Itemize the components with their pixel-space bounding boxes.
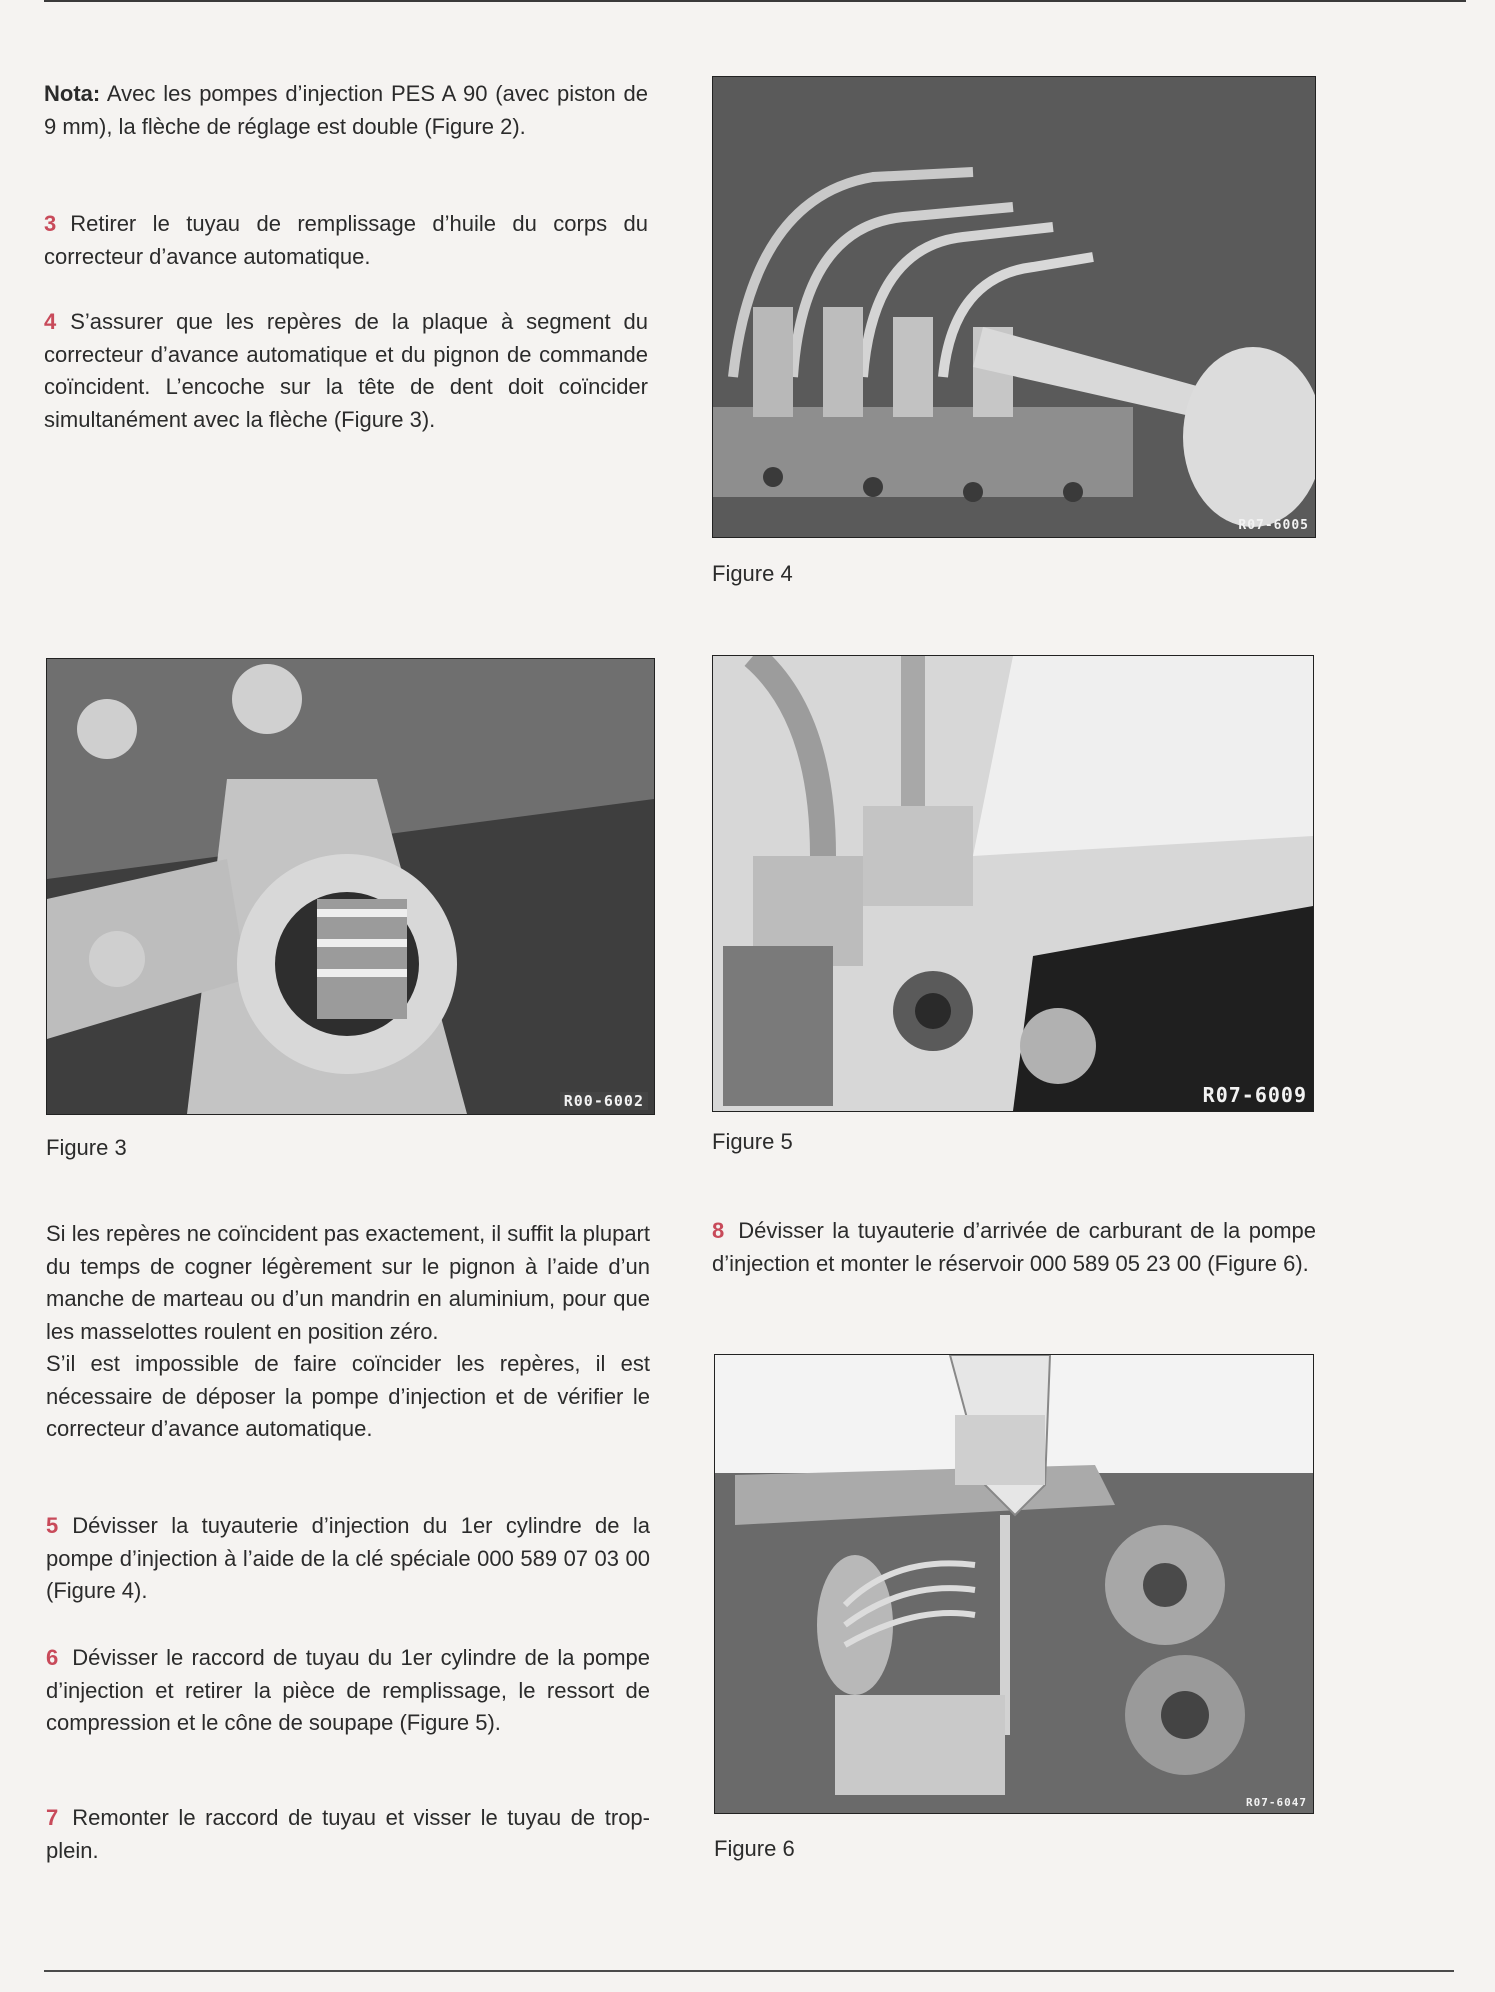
bottom-rule: [44, 1970, 1454, 1972]
step-4: [44, 306, 648, 436]
figure-3-illustration: [47, 659, 654, 1114]
step-7-number: 7: [46, 1805, 59, 1830]
step-7: [46, 1802, 650, 1867]
top-rule: [44, 0, 1466, 2]
paragraph-si-2: S’il est impossible de faire coïncider les repères, il est nécessaire de déposer la pompe d’injection et de vérifier le correcteur d’avance automatique.: [46, 1351, 650, 1441]
step-3-number: 3: [44, 211, 57, 236]
step-5-text: Dévisser la tuyauterie d’injection du 1er cylindre de la pompe d’injection à l’aide de la clé spéciale 000 589 07 03 00 (Figure 4).: [46, 1513, 650, 1603]
figure-5-photo: [712, 655, 1314, 1112]
paragraph-si-1: Si les repères ne coïncident pas exactement, il suffit la plupart du temps de cogner légèrement sur le pignon à l’aide d’un manche de marteau ou d’un mandrin en aluminium, pour que les masselottes roulent en position zéro.: [46, 1221, 650, 1344]
step-5-number: 5: [46, 1513, 59, 1538]
step-3: [44, 208, 648, 273]
figure-3-caption: Figure 3: [46, 1135, 127, 1160]
figure-6-code: R07-6047: [1246, 1796, 1307, 1809]
step-3-text: Retirer le tuyau de remplissage d’huile du corps du correcteur d’avance automatique.: [44, 211, 648, 269]
figure-6-caption: Figure 6: [714, 1836, 795, 1861]
figure-4-code: R07-6005: [1238, 518, 1309, 533]
nota-paragraph: [44, 78, 648, 143]
figure-5-illustration: [713, 656, 1313, 1111]
nota-text: Avec les pompes d’injection PES A 90 (avec piston de 9 mm), la flèche de réglage est double (Figure 2).: [44, 81, 648, 139]
step-8: [712, 1215, 1316, 1280]
nota-label: Nota:: [44, 81, 101, 106]
step-8-number: 8: [712, 1218, 725, 1243]
step-4-text: S’assurer que les repères de la plaque à segment du correcteur d’avance automatique et du pignon de commande coïncident. L’encoche sur la tête de dent doit coïncider simultanément avec la flèche (Figure 3).: [44, 309, 648, 432]
step-4-number: 4: [44, 309, 57, 334]
figure-5-code: R07-6009: [1202, 1083, 1307, 1107]
step-7-text: Remonter le raccord de tuyau et visser le tuyau de trop-plein.: [46, 1805, 650, 1863]
step-6-text: Dévisser le raccord de tuyau du 1er cylindre de la pompe d’injection et retirer la pièce de remplissage, le ressort de compression et le cône de soupape (Figure 5).: [46, 1645, 650, 1735]
step-5: [46, 1510, 650, 1608]
figure-5-caption: Figure 5: [712, 1129, 793, 1154]
figure-4-illustration: [713, 77, 1315, 537]
figure-3-code: R00-6002: [560, 1092, 648, 1110]
figure-4-caption: Figure 4: [712, 561, 793, 586]
paragraph-si: [46, 1218, 650, 1446]
step-6: [46, 1642, 650, 1740]
step-6-number: 6: [46, 1645, 59, 1670]
figure-6-photo: [714, 1354, 1314, 1814]
figure-4-photo: [712, 76, 1316, 538]
figure-6-illustration: [715, 1355, 1313, 1813]
step-8-text: Dévisser la tuyauterie d’arrivée de carburant de la pompe d’injection et monter le réservoir 000 589 05 23 00 (Figure 6).: [712, 1218, 1316, 1276]
figure-3-photo: [46, 658, 655, 1115]
